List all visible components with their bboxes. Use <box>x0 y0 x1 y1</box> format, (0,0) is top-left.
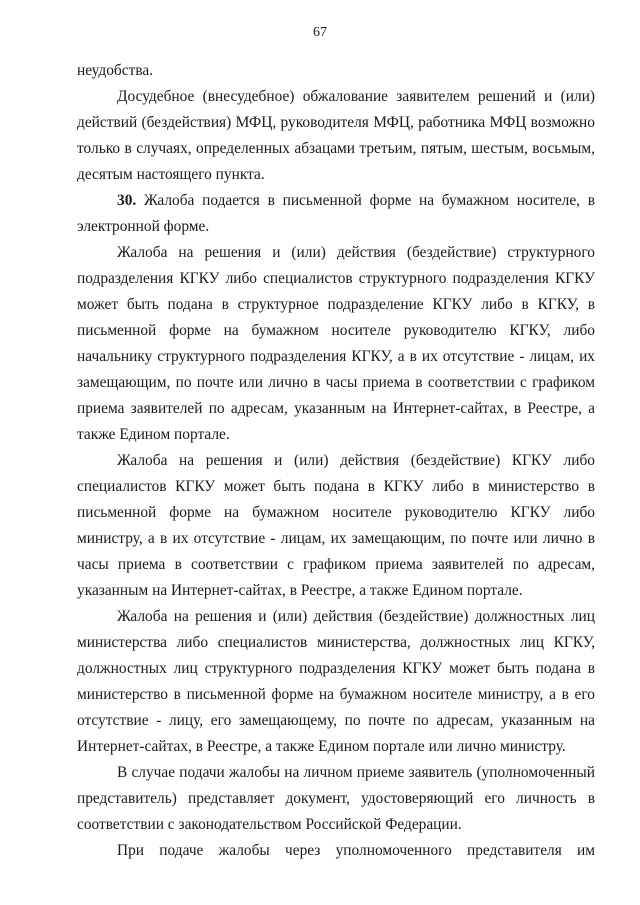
paragraph-complaint-ministry: Жалоба на решения и (или) действия (бездействие) должностных лиц министерства либо специалистов министерства, должностных лиц КГКУ, должностных лиц структурного подразделения КГКУ может быть подана в министерство в письменной форме на бумажном носителе министру, а в его отсутствие - лицу, его замещающему, по почте по адресам, указанным на Интернет-сайтах, в Реестре, а также Едином портале или лично министру. <box>77 608 595 755</box>
paragraph-continuation: неудобства. <box>77 62 154 79</box>
page-number: 67 <box>313 25 327 40</box>
paragraph-personal-reception: В случае подачи жалобы на личном приеме заявитель (уполномоченный представитель) представляет документ, удостоверяющий его личность в соответствии с законодательством Российской Федерации. <box>77 764 595 833</box>
paragraph-complaint-kgku: Жалоба на решения и (или) действия (бездействие) КГКУ либо специалистов КГКУ может быть подана в КГКУ либо в министерство в письменной форме на бумажном носителе руководителю КГКУ либо министру, а в их отсутствие - лицам, их замещающим, по почте или лично в часы приема в соответствии с графиком приема заявителей по адресам, указанным на Интернет-сайтах, в Реестре, а также Едином портале. <box>77 452 595 599</box>
item-30-text: Жалоба подается в письменной форме на бумажном носителе, в электронной форме. <box>77 192 595 235</box>
document-body <box>77 58 595 864</box>
paragraph-item-30 <box>77 188 595 240</box>
paragraph-authorized-representative: При подаче жалобы через уполномоченного представителя им <box>117 842 595 859</box>
paragraph-complaint-structural-unit: Жалоба на решения и (или) действия (бездействие) структурного подразделения КГКУ либо специалистов структурного подразделения КГКУ может быть подана в структурное подразделение КГКУ либо в КГКУ, в письменной форме на бумажном носителе руководителю КГКУ, либо начальнику структурного подразделения КГКУ, а в их отсутствие - лицам, их замещающим, по почте или лично в часы приема в соответствии с графиком приема заявителей по адресам, указанным на Интернет-сайтах, в Реестре, а также Едином портале. <box>77 244 595 443</box>
paragraph-pretrial-appeal: Досудебное (внесудебное) обжалование заявителем решений и (или) действий (бездействия) МФЦ, руководителя МФЦ, работника МФЦ возможно только в случаях, определенных абзацами третьим, пятым, шестым, восьмым, десятым настоящего пункта. <box>77 88 595 183</box>
item-number: 30. <box>117 192 137 209</box>
